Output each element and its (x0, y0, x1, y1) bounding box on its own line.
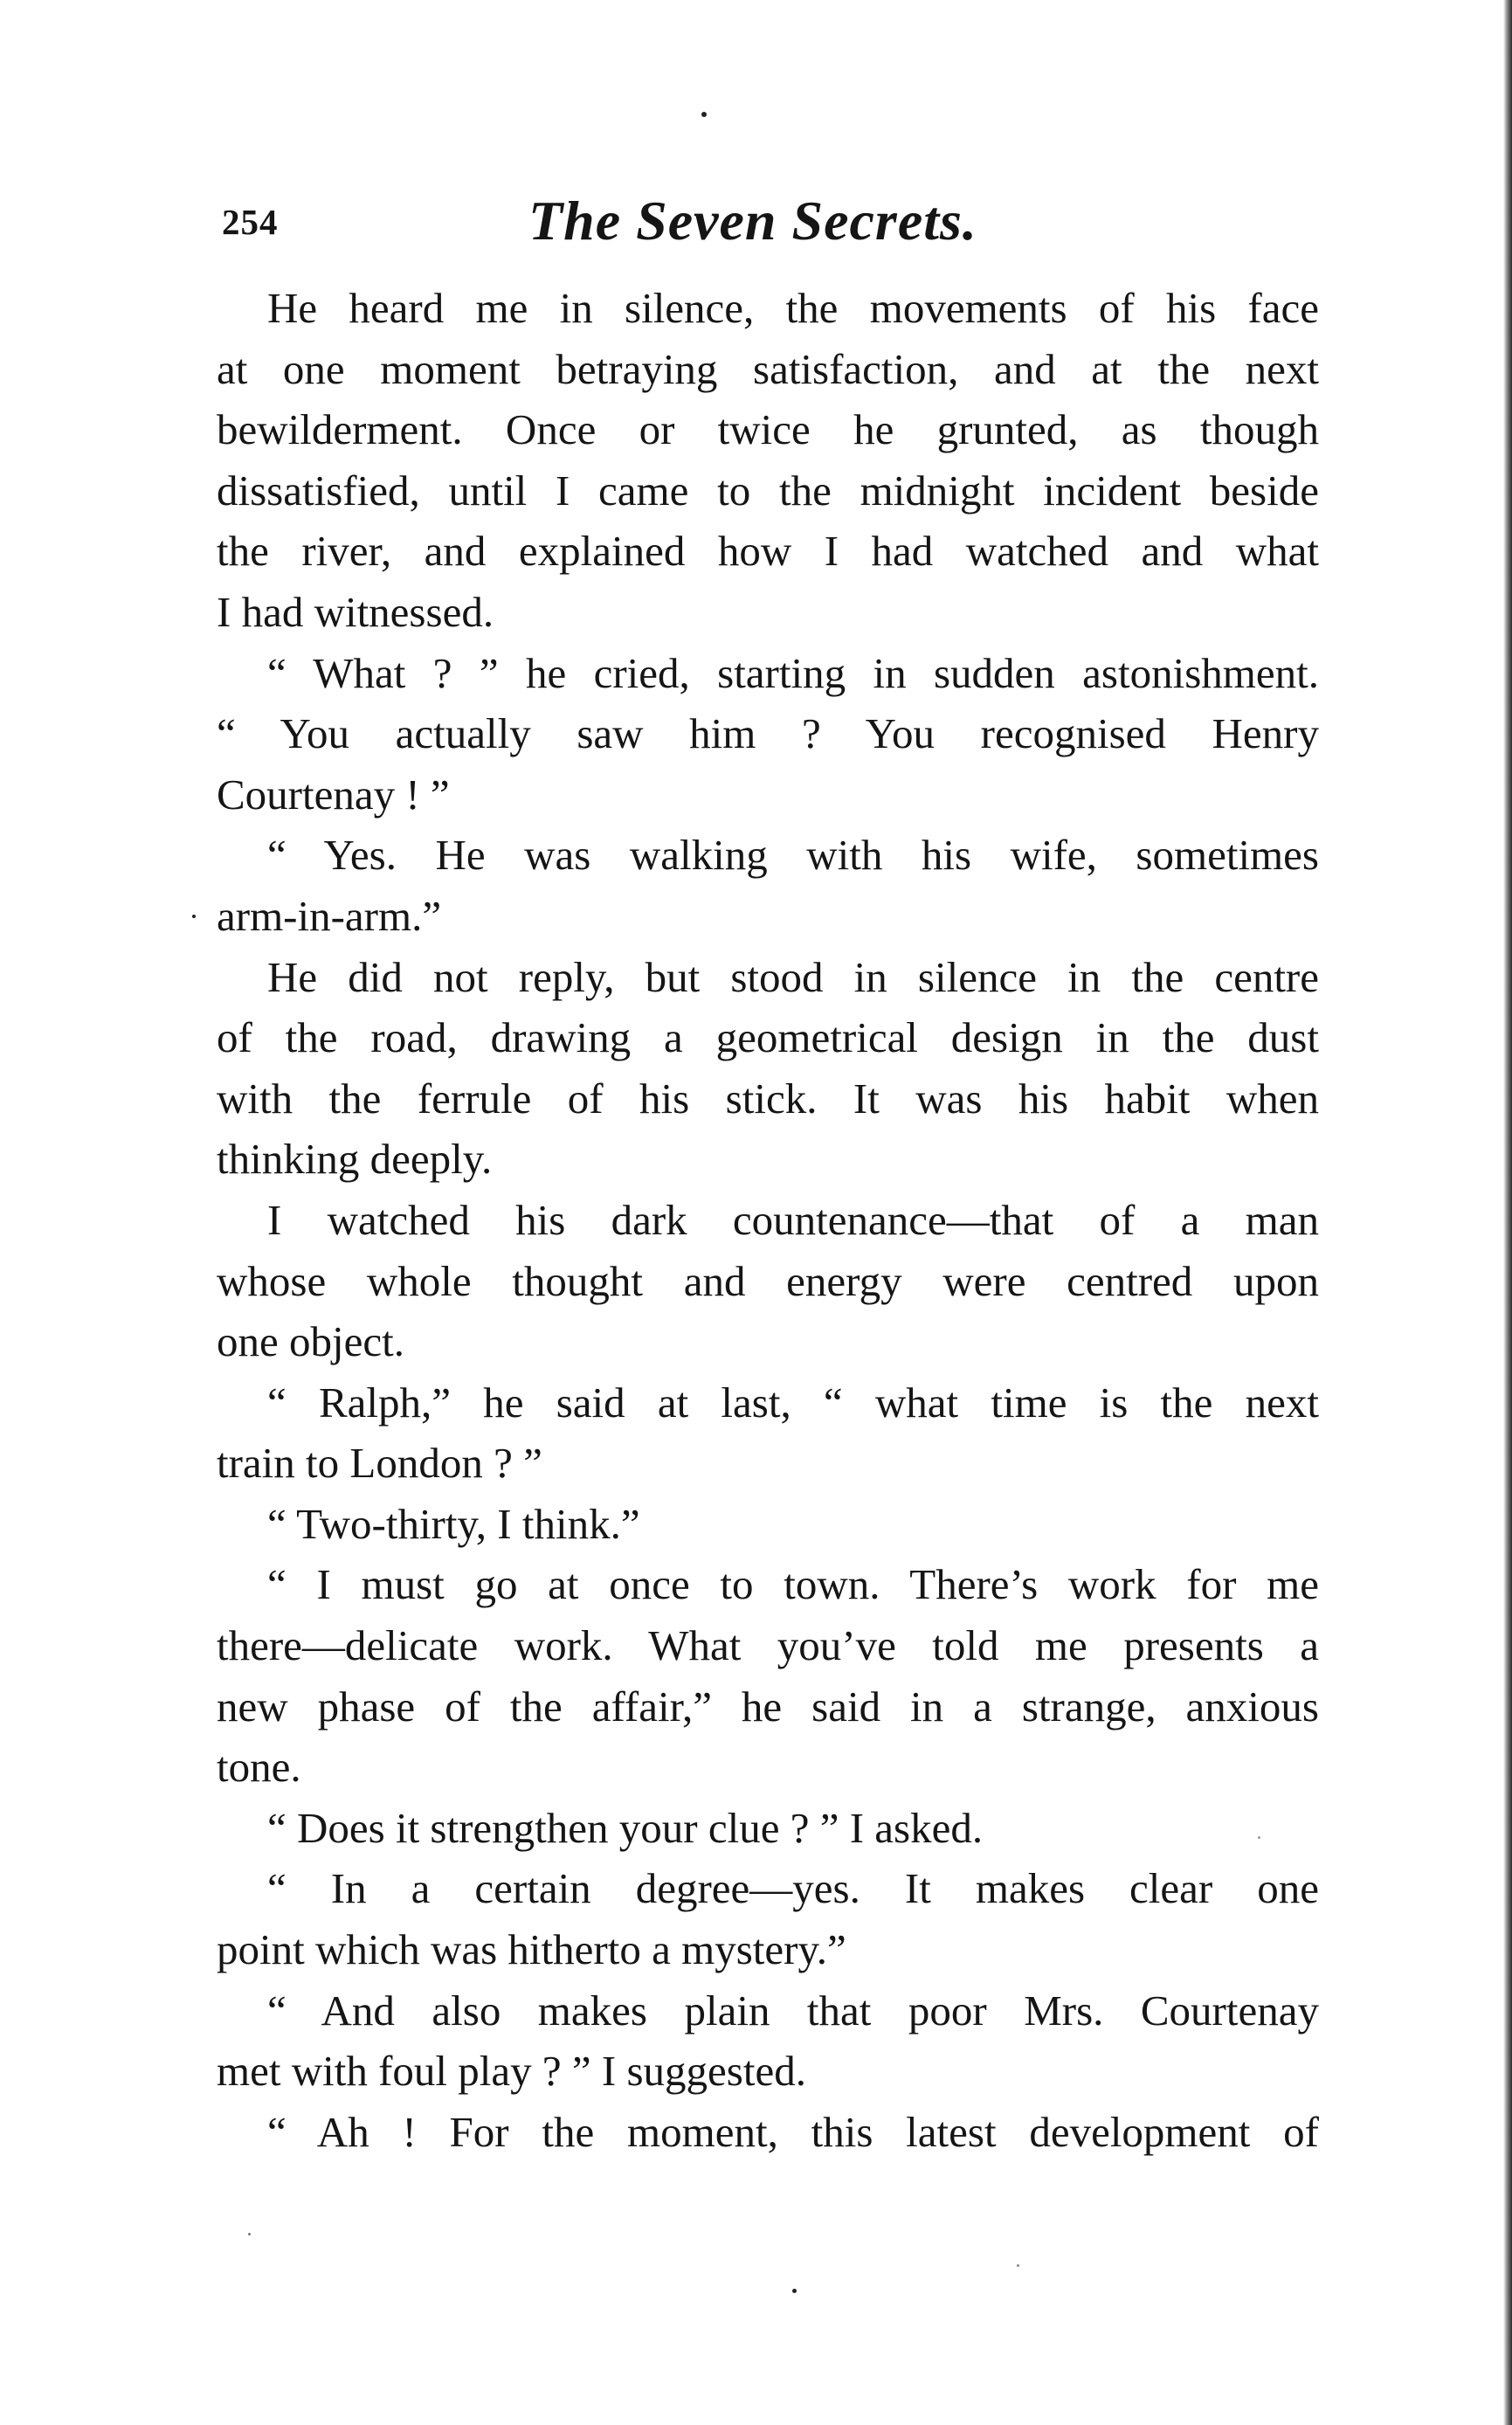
text-line: Courtenay ! ” (217, 770, 450, 819)
text-line: at one moment betraying satisfaction, and at the next (217, 344, 1319, 393)
text-line: “ Ah ! For the moment, this latest development of (267, 2107, 1319, 2156)
text-line: “ What ? ” he cried, starting in sudden astonishment. (267, 648, 1319, 697)
text-line: there—delicate work. What you’ve told me presents a (217, 1621, 1319, 1670)
page-number: 254 (222, 202, 279, 242)
text-line: one object. (217, 1317, 404, 1366)
text-line: I watched his dark countenance—that of a man (267, 1195, 1319, 1244)
print-speck (1017, 2264, 1019, 2267)
text-line: “ Yes. He was walking with his wife, sometimes (267, 831, 1319, 880)
print-speck (192, 915, 196, 918)
text-line: arm-in-arm.” (217, 891, 442, 940)
text-line: “ Two-thirty, I think.” (267, 1499, 640, 1548)
text-line: whose whole thought and energy were centred upon (217, 1256, 1319, 1305)
text-line: of the road, drawing a geometrical design in the dust (217, 1013, 1319, 1062)
page-header (218, 190, 1319, 255)
text-line: thinking deeply. (217, 1135, 493, 1184)
text-line: dissatisfied, until I came to the midnight incident beside (217, 466, 1319, 515)
text-line: “ You actually saw him ? You recognised Henry (217, 709, 1319, 758)
print-speck (701, 112, 707, 117)
print-speck (248, 2233, 251, 2235)
text-line: He did not reply, but stood in silence in the centre (267, 952, 1319, 1001)
text-line: tone. (217, 1743, 301, 1792)
page-edge-shadow (1503, 0, 1512, 2425)
text-line: He heard me in silence, the movements of his face (267, 284, 1319, 332)
text-line: bewilderment. Once or twice he grunted, as though (217, 405, 1319, 454)
text-line: “ Ralph,” he said at last, “ what time is the next (267, 1378, 1319, 1427)
text-line: “ I must go at once to town. There’s work for me (267, 1560, 1319, 1609)
text-line: “ In a certain degree—yes. It makes clear one (267, 1864, 1319, 1913)
text-line: train to London ? ” (217, 1439, 542, 1488)
text-line: “ And also makes plain that poor Mrs. Courtenay (267, 1986, 1319, 2035)
text-line: point which was hitherto a mystery.” (217, 1925, 846, 1974)
text-line: with the ferrule of his stick. It was his habit when (217, 1074, 1319, 1123)
print-speck (792, 2289, 797, 2293)
text-line: new phase of the affair,” he said in a strange, anxious (217, 1682, 1319, 1731)
running-title: The Seven Secrets. (528, 190, 977, 252)
text-line: I had witnessed. (217, 587, 494, 636)
text-line: the river, and explained how I had watched and what (217, 527, 1319, 576)
text-line: “ Does it strengthen your clue ? ” I asked. (267, 1803, 984, 1852)
text-line: met with foul play ? ” I suggested. (217, 2047, 806, 2096)
body-text (217, 278, 1319, 2162)
